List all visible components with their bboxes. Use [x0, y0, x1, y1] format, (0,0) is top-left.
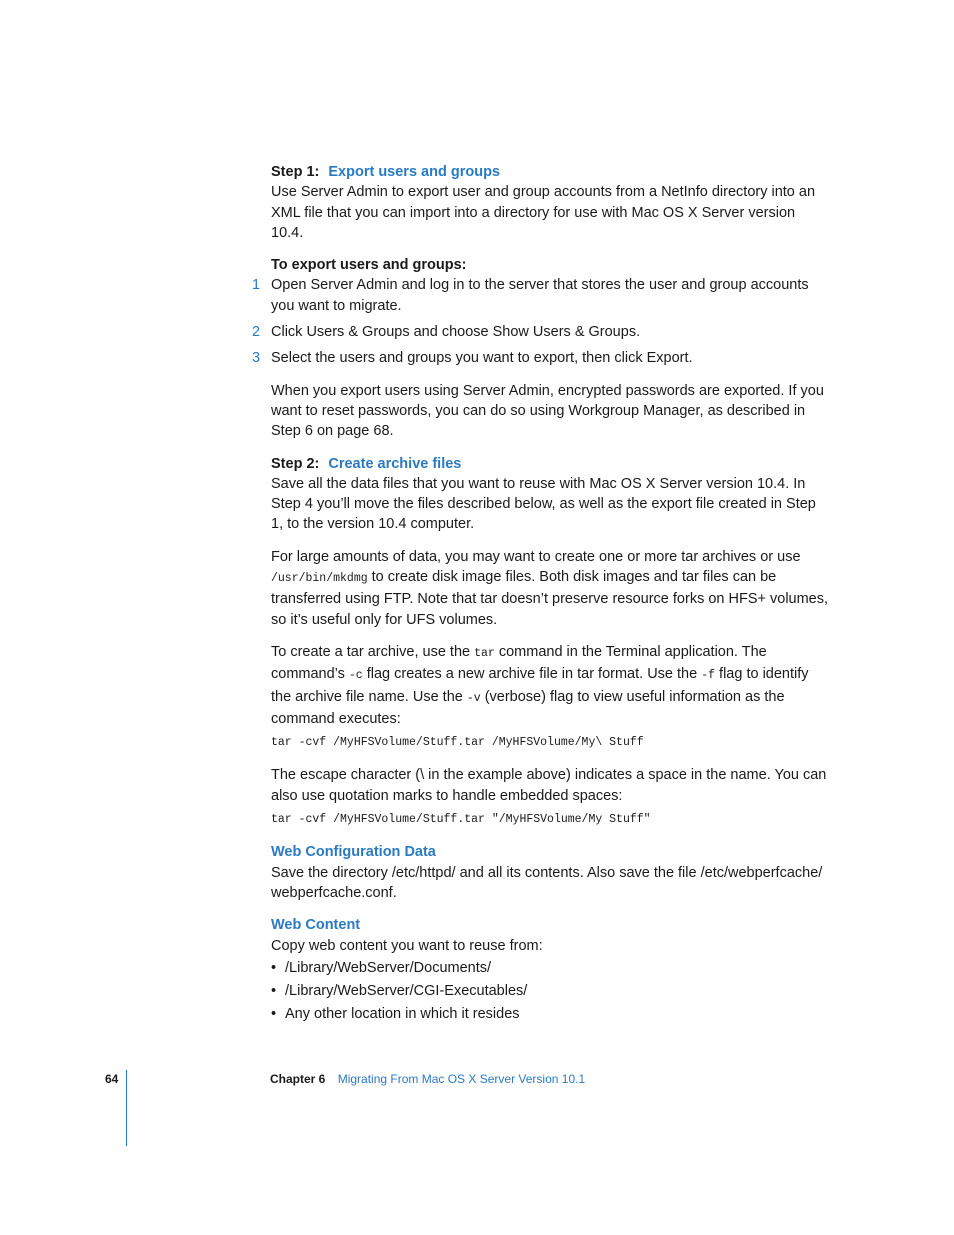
web-content-heading: Web Content [271, 917, 361, 934]
text-run: command in the Terminal application. The command’s [271, 643, 767, 683]
inline-code: -c [348, 669, 363, 683]
list-item [252, 348, 831, 368]
step-text: Click Users & Groups and choose Show Users & Groups. [271, 324, 641, 341]
step-text: Select the users and groups you want to export, then click Export. [271, 350, 693, 367]
step2-title: Create archive files [328, 455, 462, 472]
bullet-icon: • [271, 959, 277, 976]
step2-heading [271, 454, 831, 474]
step2-paragraph-2 [271, 547, 831, 630]
web-config-heading: Web Configuration Data [271, 844, 436, 861]
procedure-heading: To export users and groups: [271, 257, 467, 274]
list-item-text: /Library/WebServer/Documents/ [285, 959, 492, 976]
step1-body: Use Server Admin to export user and group accounts from a NetInfo directory into an XML file that you can import into a directory for use with Mac OS X Server version 10.4. [271, 184, 816, 241]
inline-code: -f [701, 669, 716, 683]
text-run: For large amounts of data, you may want to create one or more tar archives or use [271, 548, 801, 565]
page-content [252, 162, 831, 1028]
list-item [252, 275, 831, 316]
text-run: (verbose) flag to view useful information as the command executes: [271, 688, 785, 727]
text-run: To create a tar archive, use the [271, 643, 475, 660]
list-item-text: Any other location in which it resides [285, 1006, 520, 1023]
inline-code: -v [466, 691, 481, 705]
step2-label: Step 2: [271, 455, 320, 472]
web-content-list [271, 958, 831, 1025]
procedure-note: When you export users using Server Admin, encrypted passwords are exported. If you want to reset passwords, you can do so using Workgroup Manager, as described in Step 6 on page 68. [271, 382, 824, 440]
list-item [271, 981, 831, 1001]
step-number: 3 [252, 350, 261, 367]
list-item [252, 322, 831, 342]
text-run: flag creates a new archive file in tar format. Use the [362, 666, 702, 683]
page-number: 64 [105, 1072, 119, 1086]
step1-title: Export users and groups [328, 164, 500, 180]
list-item-text: /Library/WebServer/CGI-Executables/ [285, 983, 528, 1000]
chapter-label: Chapter 6 [270, 1072, 326, 1086]
web-content-intro: Copy web content you want to reuse from: [271, 937, 543, 954]
code-example-1: tar -cvf /MyHFSVolume/Stuff.tar /MyHFSVolume/My\ Stuff [271, 736, 644, 750]
procedure-steps [252, 275, 831, 368]
step2-paragraph-3 [271, 642, 831, 729]
list-item [271, 1004, 831, 1024]
step2-paragraph-4: The escape character (\ in the example above) indicates a space in the name. You can also use quotation marks to handle embedded spaces: [271, 767, 827, 804]
step1-heading [271, 162, 831, 182]
list-item [271, 958, 831, 978]
bullet-icon: • [271, 1006, 277, 1023]
step-number: 1 [252, 277, 261, 294]
step2-body: Save all the data files that you want to reuse with Mac OS X Server version 10.4. In Step 4 you’ll move the files described below, as well as the export file created in Step 1, to the version 10.4 computer. [271, 475, 816, 533]
bullet-icon: • [271, 983, 277, 1000]
step-text: Open Server Admin and log in to the server that stores the user and group accounts you want to migrate. [271, 277, 809, 314]
step1-label: Step 1: [271, 164, 320, 180]
inline-code: tar [474, 646, 495, 660]
web-config-body: Save the directory /etc/httpd/ and all its contents. Also save the file /etc/webperfcache/ webperfcache.conf. [271, 864, 823, 901]
text-run: to create disk image files. Both disk images and tar files can be transferred using FTP. Note that tar doesn’t preserve resource forks on HFS+ volumes, so it’s useful only for UFS volumes. [271, 569, 829, 628]
code-example-2: tar -cvf /MyHFSVolume/Stuff.tar "/MyHFSVolume/My Stuff" [271, 813, 651, 827]
footer-chapter [270, 1072, 585, 1086]
inline-code: /usr/bin/mkdmg [271, 572, 368, 586]
chapter-title: Migrating From Mac OS X Server Version 10.1 [337, 1072, 586, 1086]
text-run: flag to identify the archive file name. Use the [271, 666, 809, 705]
step-number: 2 [252, 324, 261, 341]
footer-divider [126, 1070, 127, 1146]
